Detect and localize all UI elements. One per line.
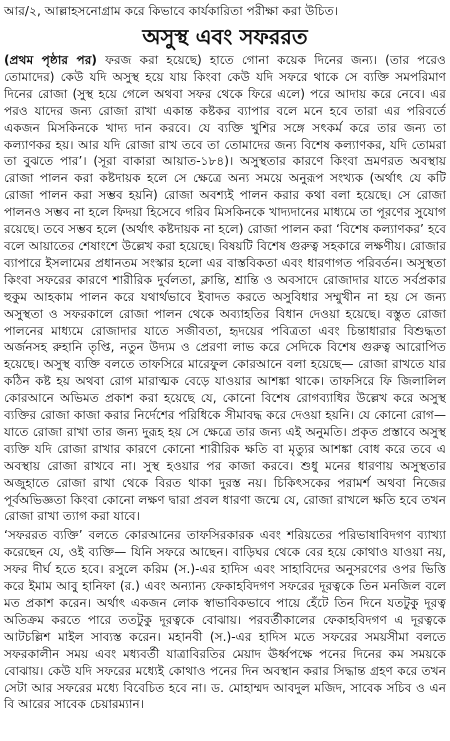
paragraph-1-text: ফরজ করা হয়েছে) হাতে গোনা কয়েক দিনের জন্য। (তার পরেও তোমাদের) কেউ যদি অসুস্থ হয়ে যায় কিংবা কেউ যদি সফরে থাকে সে ব্যক্তি সমপরিমাণ দিনের রোজা (সুস্থ হয়ে গেলে অথবা সফর থেকে ফিরে এলে) পরে আদায় করে নেবে। এর পরও যাদের জন্য রোজা রাখা একান্ত কষ্টকর ব্যাপার বলে মনে হবে তারা এর পরিবর্তে একজন মিসকিনকে খাদ্য দান করবে। যে ব্যক্তি খুশির সঙ্গে সৎকর্ম করে তার জন্য তা কল্যাণকর হয়। আর যদি রোজা রাখ তবে তা তোমাদের জন্য বিশেষ কল্যাণকর, যদি তোমরা তা বুঝতে পার’। (সূরা বাকারা আয়াত-১৮৪)। অসুস্থতার কারণে কিংবা ভ্রমণরত অবস্থায় রোজা পালন করা কষ্টদায়ক হলে সে ক্ষেত্রে অন্য সময়ে অনুরূপ সংখ্যক (অর্থাৎ যে কটি রোজা পালন করা সম্ভব হয়নি) রোজা অবশ্যই পালন করার কথা বলা হয়েছে। সে রোজা পালনও সম্ভব না হলে ফিদয়া হিসেবে গরিব মিসকিনকে খাদ্যদানের মাধ্যমে তা পূরণের সুযোগ রয়েছে। তবে সম্ভব হলে (অর্থাৎ কষ্টদায়ক না হলে) রোজা পালন করা ‘বিশেষ কল্যাণকর’ হবে বলে আয়াতের শেষাংশে উল্লেখ করা হয়েছে। বিষয়টি বিশেষ গুরুত্ব সহকারে লক্ষণীয়। রোজার ব্যাপারে ইসলামের প্রধানতম সংস্কার হলো এর বাস্তবিকতা এবং ধারণাগত পরিবর্তন। অসুস্থতা কিংবা সফরের কারণে শারীরিক দুর্বলতা, ক্লান্তি, শ্রান্তি ও অবসাদে রোজাদার যাতে সর্বপ্রকার হুকুম আহকাম পালন করে যথার্থভাবে ইবাদত করতে অসুবিধার সম্মুখীন না হয় সে জন্য অসুস্থতা ও সফরকালে রোজা পালন থেকে অব্যাহতির বিধান দেওয়া হয়েছে। বস্তুত রোজা পালনের মাধ্যমে রোজাদার যাতে সজীবতা, হৃদয়ের পবিত্রতা এবং চিন্তাধারার বিশুদ্ধতা অর্জনসহ রুহানি তৃপ্তি, নতুন উদ্যম ও প্রেরণা লাভ করে সেদিকে বিশেষ গুরুত্ব আরোপিত হয়েছে। অসুস্থ ব্যক্তি বলতে তাফসিরে মারেফুল কোরআনে বলা হয়েছে— রোজা রাখতে যার কঠিন কষ্ট হয় অথবা রোগ মারাত্মক বেড়ে যাওয়ার আশঙ্কা থাকে। তাফসিরে ফি জিলালিল কোরআনে অভিমত প্রকাশ করা হয়েছে যে, কোনো বিশেষ রোগব্যাধির উল্লেখ করে অসুস্থ ব্যক্তির রোজা কাজা করার নির্দেশের পরিধিকে সীমাবদ্ধ করে দেওয়া হয়নি। যে কোনো রোগ— যাতে রোজা রাখা তার জন্য দুরূহ হয় সে ক্ষেত্রে তার জন্য এই অনুমতি। প্রকৃত প্রস্তাবে অসুস্থ ব্যক্তি যদি রোজা রাখার কারণে কোনো শারীরিক ক্ষতি বা মৃত্যুর আশঙ্কা বোধ করে তবে এ অবস্থায় রোজা রাখবে না। সুস্থ হওয়ার পর কাজা করবে। শুধু মনের ধারণায় অসুস্থতার অজুহাতে রোজা রাখা থেকে বিরত থাকা দুরস্ত নয়। চিকিৎসকের পরামর্শ অথবা নিজের পূর্বঅভিজ্ঞতা কিংবা কোনো লক্ষণ দ্বারা প্রবল ধারণা জন্মে যে, রোজা রাখলে ক্ষতি হবে তখন রোজা রাখা ত্যাগ করা যাবে। [4,53,446,524]
previous-article-tail: আর/২, আল্লাহসনোগ্রাম করে কিভাবে কার্যকারিতা পরীক্ষা করা উচিত। [4,4,339,18]
article-headline: অসুস্থ এবং সফররত [142,25,308,49]
paragraph-1 [4,52,446,525]
paragraph-2: ‘সফররত ব্যক্তি’ বলতে কোরআনের তাফসিরকারক এবং শরিয়তের পরিভাষাবিদগণ ব্যাখ্যা করেছেন যে, ওই ব্যক্তি— যিনি সফরে আছেন। বাড়িঘর থেকে বের হয়ে কোথাও যাওয়া নয়, সফর দীর্ঘ হতে হবে। রসুলে করিম (স.)-এর হাদিস এবং সাহাবিদের অনুসরণের ওপর ভিত্তি করে ইমাম আবু হানিফা (র.) এবং অন্যান্য ফেকাহবিদগণ সফরের দূরত্বকে তিন মনজিল বলে মত প্রকাশ করেন। অর্থাৎ একজন লোক স্বাভাবিকভাবে পায়ে হেঁটে তিন দিনে যতটুকু দূরত্ব অতিক্রম করতে পারে ততটুকু দূরত্বকে বোঝায়। পরবর্তীকালের ফেকাহবিদগণ এ দূরত্বকে আটচল্লিশ মাইল সাব্যস্ত করেন। মহানবী (স.)-এর হাদিস মতে সফরের সময়সীমা বলতে সফরকালীন সময় এবং মধ্যবর্তী যাত্রাবিরতির মেয়াদ ঊর্ধ্বপক্ষে পনের দিনের কম সময়কে বোঝায়। কেউ যদি সফরের মধ্যেই কোথাও পনের দিন অবস্থান করার সিদ্ধান্ত গ্রহণ করে তখন সেটা আর সফরের মধ্যে বিবেচিত হবে না। ড. মোহাম্মদ আবদুল মজিদ, সাবেক সচিব ও এন বি আরের সাবেক চেয়ারম্যান। [4,528,446,712]
article-body [0,52,450,741]
continued-from-tag: (প্রথম পৃষ্ঠার পর) [4,53,97,67]
